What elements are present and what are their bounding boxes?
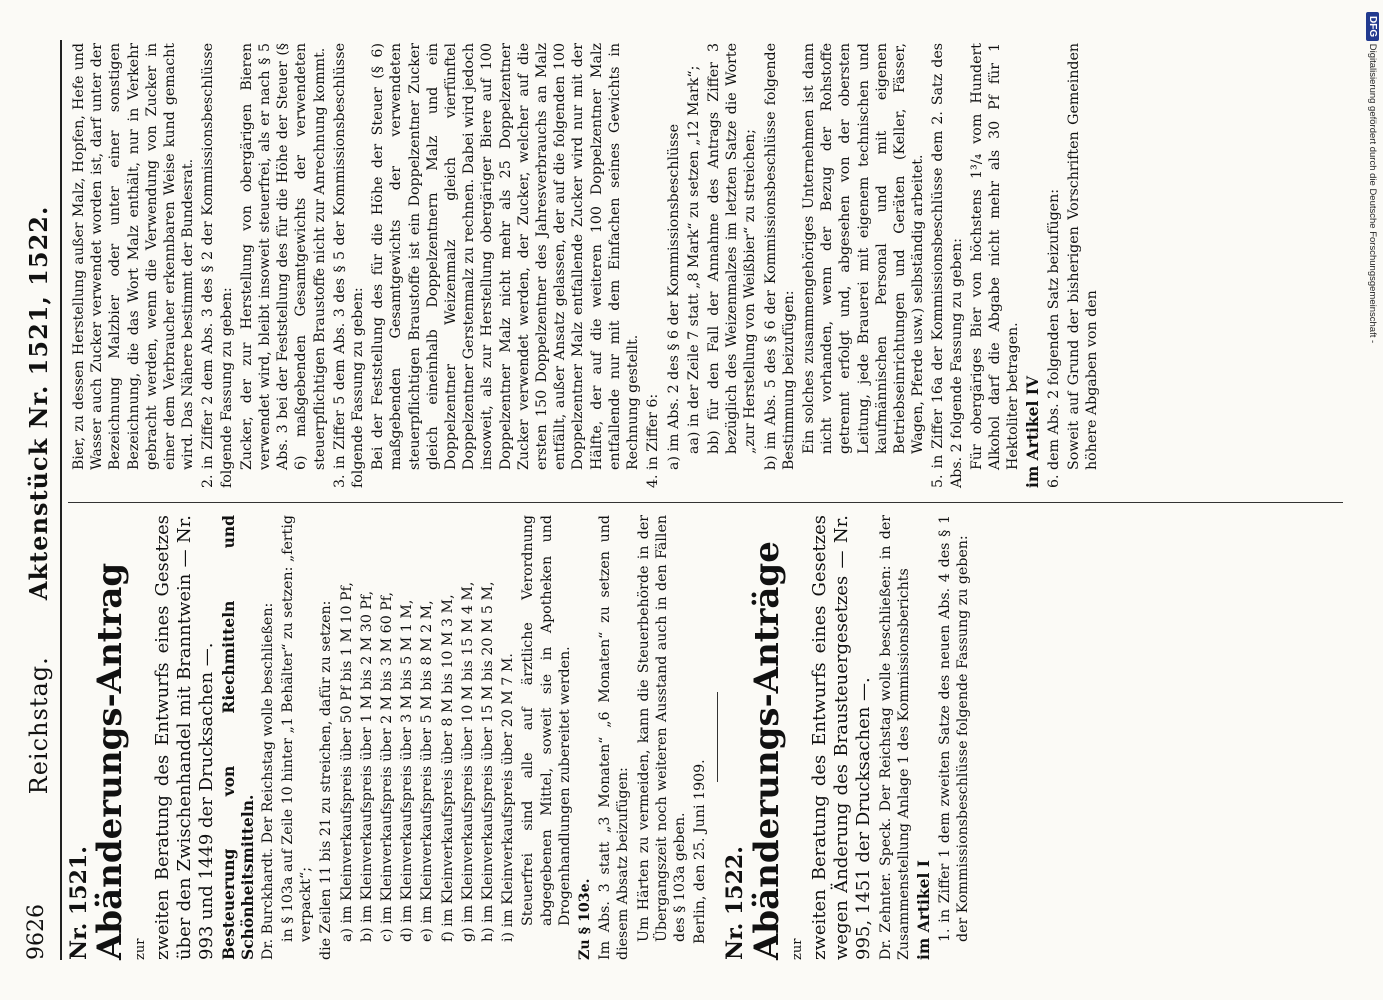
section-heading-1521: Besteuerung von Riechmitteln und Schönheitsmitteln. [219,515,257,960]
running-title-left: Reichstag. [25,656,53,795]
left-column [66,515,1343,960]
list-item: c) im Kleinverkaufspreis über 2 M bis 3 M 60 Pf, [379,591,396,942]
zur-1521: zur [133,938,149,960]
list-item: g) im Kleinverkaufspreis über 10 M bis 15 M 4 M, [459,581,476,942]
para-steuerfrei: Steuerfrei sind alle auf ärztliche Verordnung abgegebenen Mittel, soweit sie in Apotheken und Drogenhandlungen zubereitet werden. [520,515,573,926]
ziffer-1: 1. in Ziffer 1 dem zweiten Satze des neuen Abs. 4 des § 1 der Kommissionsbeschlüsse folgende Fassung zu geben: [936,515,971,942]
date-line: Berlin, den 25. Juni 1909. [692,759,709,944]
ziffer-4: 4. in Ziffer 6: [645,393,662,488]
para-zeilen: die Zeilen 11 bis 21 zu streichen, dafür zu setzen: [318,600,335,960]
ziffer-6: 6. dem Abs. 2 folgenden Satz beizufügen: [1045,189,1062,488]
right-column [70,43,1343,488]
para-haerten: Um Härten zu vermeiden, kann die Steuerbehörde in der Übergangszeit noch weiteren Ausstand auch in den Fällen des § 103a geben. [635,515,689,942]
ziffer-4b-text: Ein solches zusammengehöriges Unternehmen ist dann nicht vorhanden, wenn der Bezug der Rohstoffe getrennt erfolgt und, abgesehen von der obersten Leitung, jede Brauerei mit eigenem technischen und kaufmännischen Personal und mit eigenen Betriebseinrichtungen und Geräten (Keller, Fässer, Wagen, Pferde usw.) selbständig arbeitet. [800,43,927,454]
list-item: b) im Kleinverkaufspreis über 1 M bis 2 M 30 Pf, [358,590,375,942]
column-divider [68,502,1343,503]
list-item: a) im Kleinverkaufspreis über 50 Pf bis 1 M 10 Pf, [338,582,355,942]
ziffer-5-text: Für obergäriges Bier von höchstens 1³/₄ vom Hundert Alkohol darf die Abgabe nicht mehr als 30 Pf für 1 Hektoliter betragen. [968,43,1022,470]
dfg-logo: DFG [1366,12,1379,41]
sidenote-text: Digitalisierung gefördert durch die Deutsche Forschungsgemeinschaft - [1367,43,1378,344]
list-item: h) im Kleinverkaufspreis über 15 M bis 20 M 5 M, [480,581,497,942]
heading-103e: Zu § 103e. [577,878,594,960]
ziffer-3: 3. in Ziffer 5 dem Abs. 3 des § 5 der Kommissionsbeschlüsse folgende Fassung zu geben: [331,43,367,488]
separator-line [717,693,718,783]
ziffer-4b: b) im Abs. 5 des § 6 der Kommissionsbeschlüsse folgende Bestimmung beizufügen: [762,43,797,470]
motion-intro: Dr. Burckhardt. Der Reichstag wolle beschließen: [259,602,276,960]
ziffer-2: 2. in Ziffer 2 dem Abs. 3 des § 2 der Kommissionsbeschlüsse folgende Fassung zu geben: [200,43,235,488]
list-item: e) im Kleinverkaufspreis über 5 M bis 8 M 2 M, [419,600,436,942]
zur-1522: zur [789,938,805,960]
para-malzbier: Bier, zu dessen Herstellung außer Malz, Hopfen, Hefe und Wasser auch Zucker verwendet worden ist, darf unter der Bezeichnung Malzbier oder unter einer sonstigen Bezeichnung, die das Wort Malz enthält, nur in Verkehr gebracht werden, wenn die Verwendung von Zucker in einer dem Verbraucher erkennbaren Weise kund gemacht wird. Das Nähere bestimmt der Bundesrat. [71,43,197,470]
document-number-1522: Nr. 1522. [722,846,749,960]
ziffer-6-text: Soweit auf Grund der bisherigen Vorschriften Gemeinden höhere Abgaben von den [1065,43,1100,470]
running-title-right: Aktenstück Nr. 1521, 1522. [24,205,53,601]
header-rule [60,40,62,960]
lead-1521: zweiten Beratung des Entwurfs eines Gesetzes über den Zwischenhandel mit Branntwein — Nr. 993 und 1449 der Drucksachen —. [152,515,218,960]
title-1522: Abänderungs-Anträge [746,541,787,960]
page-number: 9626 [24,904,49,960]
ziffer-4aa: aa) in der Zeile 7 statt „8 Mark“ zu setzen „12 Mark“; [685,65,702,454]
ziffer-4a: a) im Abs. 2 des § 6 der Kommissionsbeschlüsse [665,123,682,470]
list-item: f) im Kleinverkaufspreis über 8 M bis 10 M 3 M, [439,594,456,942]
ziffer-5: 5. in Ziffer 16a der Kommissionsbeschlüsse dem 2. Satz des Abs. 2 folgende Fassung zu geben: [930,43,965,488]
motion-1522: Dr. Zehnter. Speck. Der Reichstag wolle beschließen: in der Zusammenstellung Anlage 1 des Kommissionsberichts [877,515,913,960]
title-1521: Abänderungs-Antrag [90,562,131,960]
list-item: d) im Kleinverkaufspreis über 3 M bis 5 M 1 M, [399,599,416,942]
running-title [24,40,53,960]
para-103a: in § 103a auf Zeile 10 hinter „1 Behälter“ zu setzen: „fertig verpackt“; [280,515,315,942]
ziffer-4bb: bb) für den Fall der Annahme des Antrags Ziffer 3 bezüglich des Weizenmalzes im letzten Satze die Worte „zur Herstellung von Weißbier“ zu streichen; [705,43,759,454]
ziffer-3-text: Bei der Feststellung des für die Höhe der Steuer (§ 6) maßgebenden Gesamtgewichts der verwendeten steuerpflichtigen Braustoffe ist ein Doppelzentner Zucker gleich eineinhalb Doppelzentnern Malz und ein Doppelzentner Weizenmalz gleich vierfünftel Doppelzentner Gerstenmalz zu rechnen. Dabei wird jedoch insoweit, als zur Herstellung obergäriger Biere auf 100 Doppelzentner Malz nicht mehr als 25 Doppelzentner Zucker verwendet werden, der Zucker, welcher auf die ersten 150 Doppelzentner des Jahresverbrauchs an Malz entfällt, außer Ansatz gelassen, der auf die folgenden 100 Doppelzentner Malz entfallende Zucker wird nur mit der Hälfte, der auf die weiteren 100 Doppelzentner Malz entfallende nur mit dem Einfachen seines Gewichts in Rechnung gestellt. [370,43,642,470]
lead-1522: zweiten Beratung des Entwurfs eines Gesetzes wegen Änderung des Brausteuergesetzes — Nr. 995, 1451 der Drucksachen —. [808,515,874,960]
ziffer-2-text: Zucker, der zur Herstellung von obergärigen Bieren verwendet wird, bleibt insoweit steuerfrei, als er nach § 5 Abs. 3 bei der Feststellung des für die Höhe der Steuer (§ 6) maßgebenden Gesamtgewichts der verwendeten steuerpflichtigen Braustoffe nicht zur Anrechnung kommt. [238,43,328,470]
artikel-1-heading: im Artikel I [914,859,934,960]
digitization-sidenote [1363,8,1381,998]
list-item: i) im Kleinverkaufspreis über 20 M 7 M. [500,653,517,942]
artikel-4-heading: im Artikel IV [1023,375,1043,488]
para-abs3: Im Abs. 3 statt „3 Monaten“ „6 Monaten“ zu setzen und diesem Absatz beizufügen: [597,515,632,960]
page-header [18,40,62,960]
document-number-1521: Nr. 1521. [66,846,92,960]
